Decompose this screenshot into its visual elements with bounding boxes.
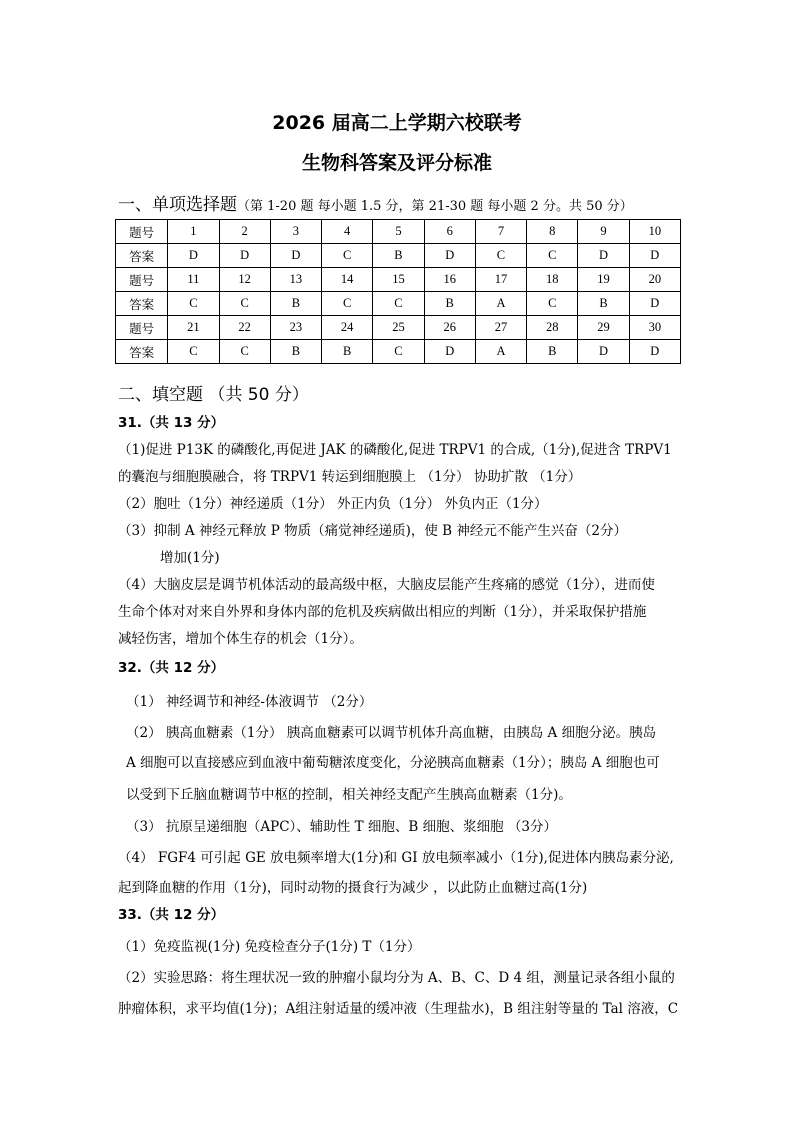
question-number-cell: 29 — [578, 316, 629, 340]
answer-cell: A — [475, 340, 526, 364]
answer-cell: C — [527, 244, 578, 268]
answer-cell: C — [168, 292, 219, 316]
question-number-cell: 11 — [168, 268, 219, 292]
question-number-row — [116, 268, 681, 292]
question-number-cell: 2 — [219, 220, 270, 244]
section1-heading-line — [118, 190, 633, 215]
q32-line: （2） 胰高血糖素（1分） 胰高血糖素可以调节机体升高血糖，由胰岛 A 细胞分泌。胰岛 — [126, 725, 657, 741]
question-number-cell: 9 — [578, 220, 629, 244]
answer-cell: C — [322, 244, 373, 268]
answer-row — [116, 340, 681, 364]
question-number-cell: 17 — [475, 268, 526, 292]
q31-line: 的囊泡与细胞膜融合，将 TRPV1 转运到细胞膜上 （1分） 协助扩散 （1分） — [118, 469, 582, 485]
question-number-cell: 1 — [168, 220, 219, 244]
answer-cell: D — [629, 292, 680, 316]
section1-scoring-note: （第 1-20 题 每小题 1.5 分，第 21-30 题 每小题 2 分。共 50 分） — [237, 199, 633, 214]
question-number-cell: 19 — [578, 268, 629, 292]
answer-cell: D — [424, 340, 475, 364]
q33-line: 肿瘤体积，求平均值(1分)；A组注射适量的缓冲液（生理盐水)，B 组注射等量的 Tal 溶液，C — [118, 1001, 679, 1017]
question-number-cell: 24 — [322, 316, 373, 340]
question-number-cell: 10 — [629, 220, 680, 244]
answer-cell: C — [373, 340, 424, 364]
q31-line: （4）大脑皮层是调节机体活动的最高级中枢，大脑皮层能产生疼痛的感觉（1分），进而使 — [118, 577, 655, 593]
q33-line: （2）实验思路：将生理状况一致的肿瘤小鼠均分为 A、B、C、D 4 组，测量记录各组小鼠的 — [118, 970, 675, 986]
question-number-cell: 8 — [527, 220, 578, 244]
question-number-row — [116, 316, 681, 340]
answer-cell: D — [578, 244, 629, 268]
row-header-cell: 题号 — [116, 316, 168, 340]
row-header-cell: 答案 — [116, 340, 168, 364]
question-number-cell: 28 — [527, 316, 578, 340]
answer-cell: B — [270, 292, 321, 316]
answer-cell: D — [629, 340, 680, 364]
question-number-row — [116, 220, 681, 244]
answer-cell: C — [168, 340, 219, 364]
q31-line: 减轻伤害，增加个体生存的机会（1分）。 — [118, 631, 363, 647]
answer-cell: D — [629, 244, 680, 268]
question-number-cell: 21 — [168, 316, 219, 340]
q31-line: 生命个体对对来自外界和身体内部的危机及疾病做出相应的判断（1分），并采取保护措施 — [118, 604, 647, 620]
q32-line: （4） FGF4 可引起 GE 放电频率增大(1分)和 GI 放电频率减小（1分),促进体内胰岛素分泌, — [118, 850, 674, 866]
answer-cell: D — [219, 244, 270, 268]
row-header-cell: 答案 — [116, 244, 168, 268]
q32-line: （3） 抗原呈递细胞（APC）、辅助性 T 细胞、B 细胞、浆细胞 （3分） — [126, 819, 557, 835]
question-number-cell: 3 — [270, 220, 321, 244]
question-number-cell: 16 — [424, 268, 475, 292]
question-number-cell: 25 — [373, 316, 424, 340]
answer-cell: D — [578, 340, 629, 364]
answer-cell: B — [270, 340, 321, 364]
answer-row — [116, 292, 681, 316]
question-number-cell: 14 — [322, 268, 373, 292]
answer-cell: B — [373, 244, 424, 268]
question-number-cell: 23 — [270, 316, 321, 340]
q32-line: 起到降血糖的作用（1分)，同时动物的摄食行为减少 ，以此防止血糖过高(1分) — [118, 880, 588, 896]
question-number-cell: 26 — [424, 316, 475, 340]
question-number-cell: 20 — [629, 268, 680, 292]
question-number-cell: 15 — [373, 268, 424, 292]
answer-cell: C — [373, 292, 424, 316]
question-number-cell: 30 — [629, 316, 680, 340]
answer-cell: C — [322, 292, 373, 316]
q32-line: A 细胞可以直接感应到血液中葡萄糖浓度变化，分泌胰高血糖素（1分）；胰岛 A 细胞也可 — [126, 755, 660, 771]
question-number-cell: 13 — [270, 268, 321, 292]
answer-cell: A — [475, 292, 526, 316]
exam-title: 2026 届高二上学期六校联考 — [272, 112, 522, 134]
answer-cell: C — [527, 292, 578, 316]
answer-cell: B — [322, 340, 373, 364]
question-number-cell: 4 — [322, 220, 373, 244]
question-number-cell: 7 — [475, 220, 526, 244]
q31-header: 31.（共 13 分） — [118, 415, 225, 431]
q33-header: 33.（共 12 分） — [118, 907, 225, 923]
question-number-cell: 22 — [219, 316, 270, 340]
row-header-cell: 答案 — [116, 292, 168, 316]
q31-line: （2）胞吐（1分）神经递质（1分） 外正内负（1分） 外负内正（1分） — [118, 496, 548, 512]
row-header-cell: 题号 — [116, 268, 168, 292]
q32-line: （1） 神经调节和神经-体液调节 （2分） — [126, 694, 373, 710]
answer-table — [115, 219, 681, 364]
question-number-cell: 12 — [219, 268, 270, 292]
answer-cell: C — [219, 292, 270, 316]
question-number-cell: 18 — [527, 268, 578, 292]
q32-header: 32.（共 12 分） — [118, 660, 225, 676]
q31-line: 增加(1分) — [160, 550, 220, 566]
exam-subtitle: 生物科答案及评分标准 — [301, 152, 492, 174]
question-number-cell: 5 — [373, 220, 424, 244]
answer-cell: B — [578, 292, 629, 316]
section1-heading: 一、单项选择题 — [118, 195, 237, 215]
answer-cell: D — [168, 244, 219, 268]
q31-line: （3）抑制 A 神经元释放 P 物质（痛觉神经递质)，使 B 神经元不能产生兴奋（2分） — [118, 523, 627, 539]
answer-cell: D — [424, 244, 475, 268]
row-header-cell: 题号 — [116, 220, 168, 244]
answer-cell: B — [424, 292, 475, 316]
q33-line: （1）免疫监视(1分) 免疫检查分子(1分) T（1分） — [118, 939, 421, 955]
question-number-cell: 27 — [475, 316, 526, 340]
answer-cell: C — [475, 244, 526, 268]
q31-line: （1)促进 P13K 的磷酸化,再促进 JAK 的磷酸化,促进 TRPV1 的合成,（1分),促进含 TRPV1 — [118, 442, 672, 458]
section2-heading: 二、填空题 （共 50 分） — [118, 385, 309, 405]
answer-cell: B — [527, 340, 578, 364]
answer-cell: C — [219, 340, 270, 364]
q32-line: 以受到下丘脑血糖调节中枢的控制，相关神经支配产生胰高血糖素（1分)。 — [126, 787, 572, 803]
answer-row — [116, 244, 681, 268]
answer-cell: D — [270, 244, 321, 268]
question-number-cell: 6 — [424, 220, 475, 244]
